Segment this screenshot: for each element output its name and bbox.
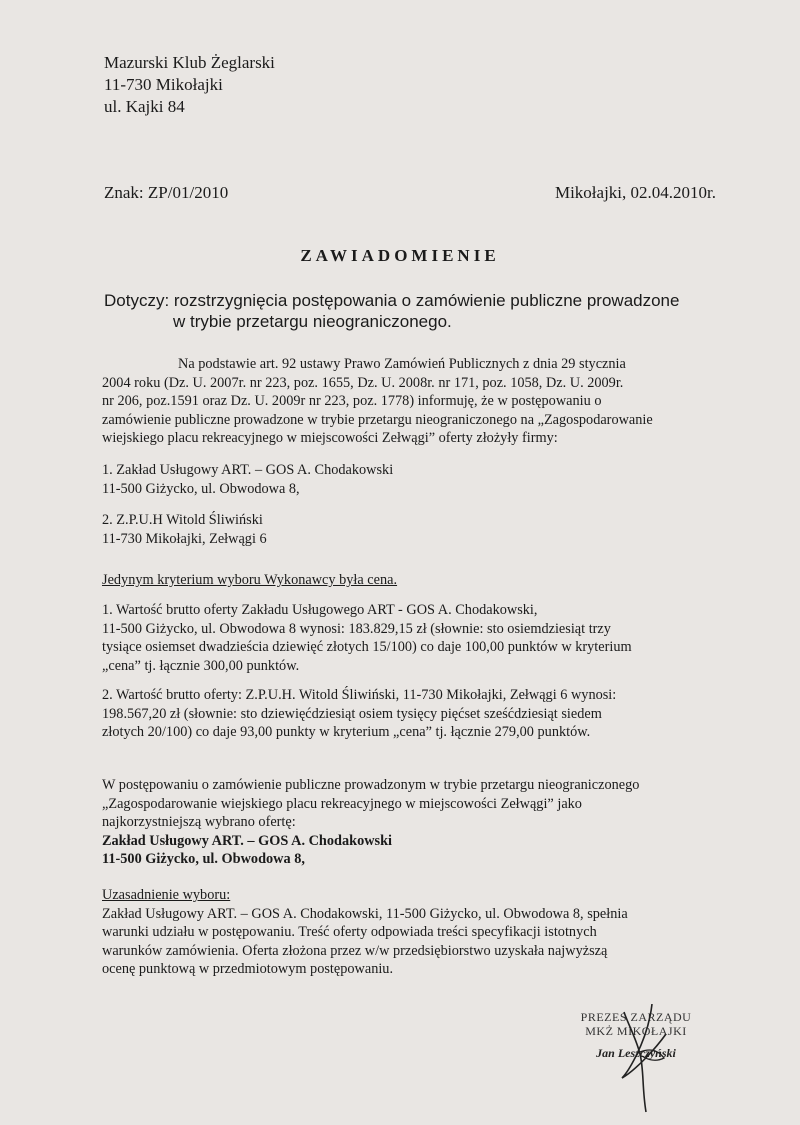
firm-1-name: 1. Zakład Usługowy ART. – GOS A. Chodakowski [102,462,394,478]
intro-paragraph [102,355,653,448]
org-postal: 11-730 Mikołajki [104,75,223,94]
firm-2-address: 11-730 Mikołajki, Zełwągi 6 [102,530,267,547]
offer-1-line: tysiące osiemset dwadzieścia dziewięć złotych 15/100) co daje 100,00 punktów w kryterium [102,639,632,655]
justification-line: ocenę punktową w przedmiotowym postępowaniu. [102,961,394,977]
selection-line: najkorzystniejszą wybrano ofertę: [102,814,296,830]
subject [104,290,679,332]
offer-1-line: 11-500 Giżycko, ul. Obwodowa 8 wynosi: 183.829,15 zł (słownie: sto osiemdziesiąt trzy [102,620,611,637]
stamp-name: Jan Leszczyński [596,1046,676,1060]
firm-2-name: 2. Z.P.U.H Witold Śliwiński [102,512,263,528]
intro-line: nr 206, poz.1591 oraz Dz. U. 2009r nr 223, poz. 1778) informuję, że w postępowaniu o [102,393,602,409]
reference-number: Znak: ZP/01/2010 [104,183,229,202]
justification [102,886,628,979]
criterion-note: Jedynym kryterium wyboru Wykonawcy była cena. [102,572,398,588]
intro-line: Na podstawie art. 92 ustawy Prawo Zamówień Publicznych z dnia 29 stycznia [178,356,626,372]
firm-2 [102,511,267,548]
justification-line: warunków zamówienia. Oferta złożona przez w/w przedsiębiorstwo uzyskała najwyższą [102,942,608,959]
offer-2-paragraph [102,686,616,742]
justification-line: Zakład Usługowy ART. – GOS A. Chodakowski, 11-500 Giżycko, ul. Obwodowa 8, spełnia [102,905,628,922]
offer-1-line: 1. Wartość brutto oferty Zakładu Usługowego ART - GOS A. Chodakowski, [102,602,538,618]
selection-paragraph [102,776,639,869]
stamp-position: PREZES ZARZĄDU [580,1010,692,1024]
subject-line-2: w trybie przetargu nieograniczonego. [173,312,452,331]
offer-1-paragraph [102,601,632,675]
justification-line: warunki udziału w postępowaniu. Treść oferty odpowiada treści specyfikacji istotnych [102,924,597,940]
org-street: ul. Kajki 84 [104,97,185,116]
firm-1 [102,461,393,498]
place-date: Mikołajki, 02.04.2010r. [554,183,716,202]
offer-2-line: 2. Wartość brutto oferty: Z.P.U.H. Witold Śliwiński, 11-730 Mikołajki, Zełwągi 6 wynosi: [102,687,617,703]
sender-address [104,52,275,118]
selection-line: „Zagospodarowanie wiejskiego placu rekreacyjnego w miejscowości Zełwągi” jako [102,795,582,812]
firm-1-address: 11-500 Giżycko, ul. Obwodowa 8, [102,480,300,497]
selection-line: W postępowaniu o zamówienie publiczne prowadzonym w trybie przetargu nieograniczonego [102,777,640,793]
subject-line-1: Dotyczy: rozstrzygnięcia postępowania o zamówienie publiczne prowadzone [104,291,680,310]
handwritten-signature [566,1004,726,1116]
document-title: ZAWIADOMIENIE [300,246,500,265]
offer-2-line: złotych 20/100) co daje 93,00 punkty w kryterium „cena” tj. łącznie 279,00 punktów. [102,724,591,740]
intro-line: 2004 roku (Dz. U. 2007r. nr 223, poz. 1655, Dz. U. 2008r. nr 171, poz. 1058, Dz. U. 2009r. [102,374,624,391]
signature-stamp [566,1004,726,1116]
justification-heading: Uzasadnienie wyboru: [102,887,231,903]
intro-line: wiejskiego placu rekreacyjnego w miejscowości Zełwągi” oferty złożyły firmy: [102,430,558,446]
offer-1-line: „cena” tj. łącznie 300,00 punktów. [102,657,300,674]
stamp-organization: MKŻ MIKOŁAJKI [585,1024,687,1038]
intro-line: zamówienie publiczne prowadzone w trybie przetargu nieograniczonego na „Zagospodarowanie [102,411,653,428]
org-name: Mazurski Klub Żeglarski [104,53,275,72]
offer-2-line: 198.567,20 zł (słownie: sto dziewięćdziesiąt osiem tysięcy pięćset sześćdziesiąt siedem [102,705,602,722]
winner-address: 11-500 Giżycko, ul. Obwodowa 8, [102,851,305,867]
winner-name: Zakład Usługowy ART. – GOS A. Chodakowski [102,832,393,849]
